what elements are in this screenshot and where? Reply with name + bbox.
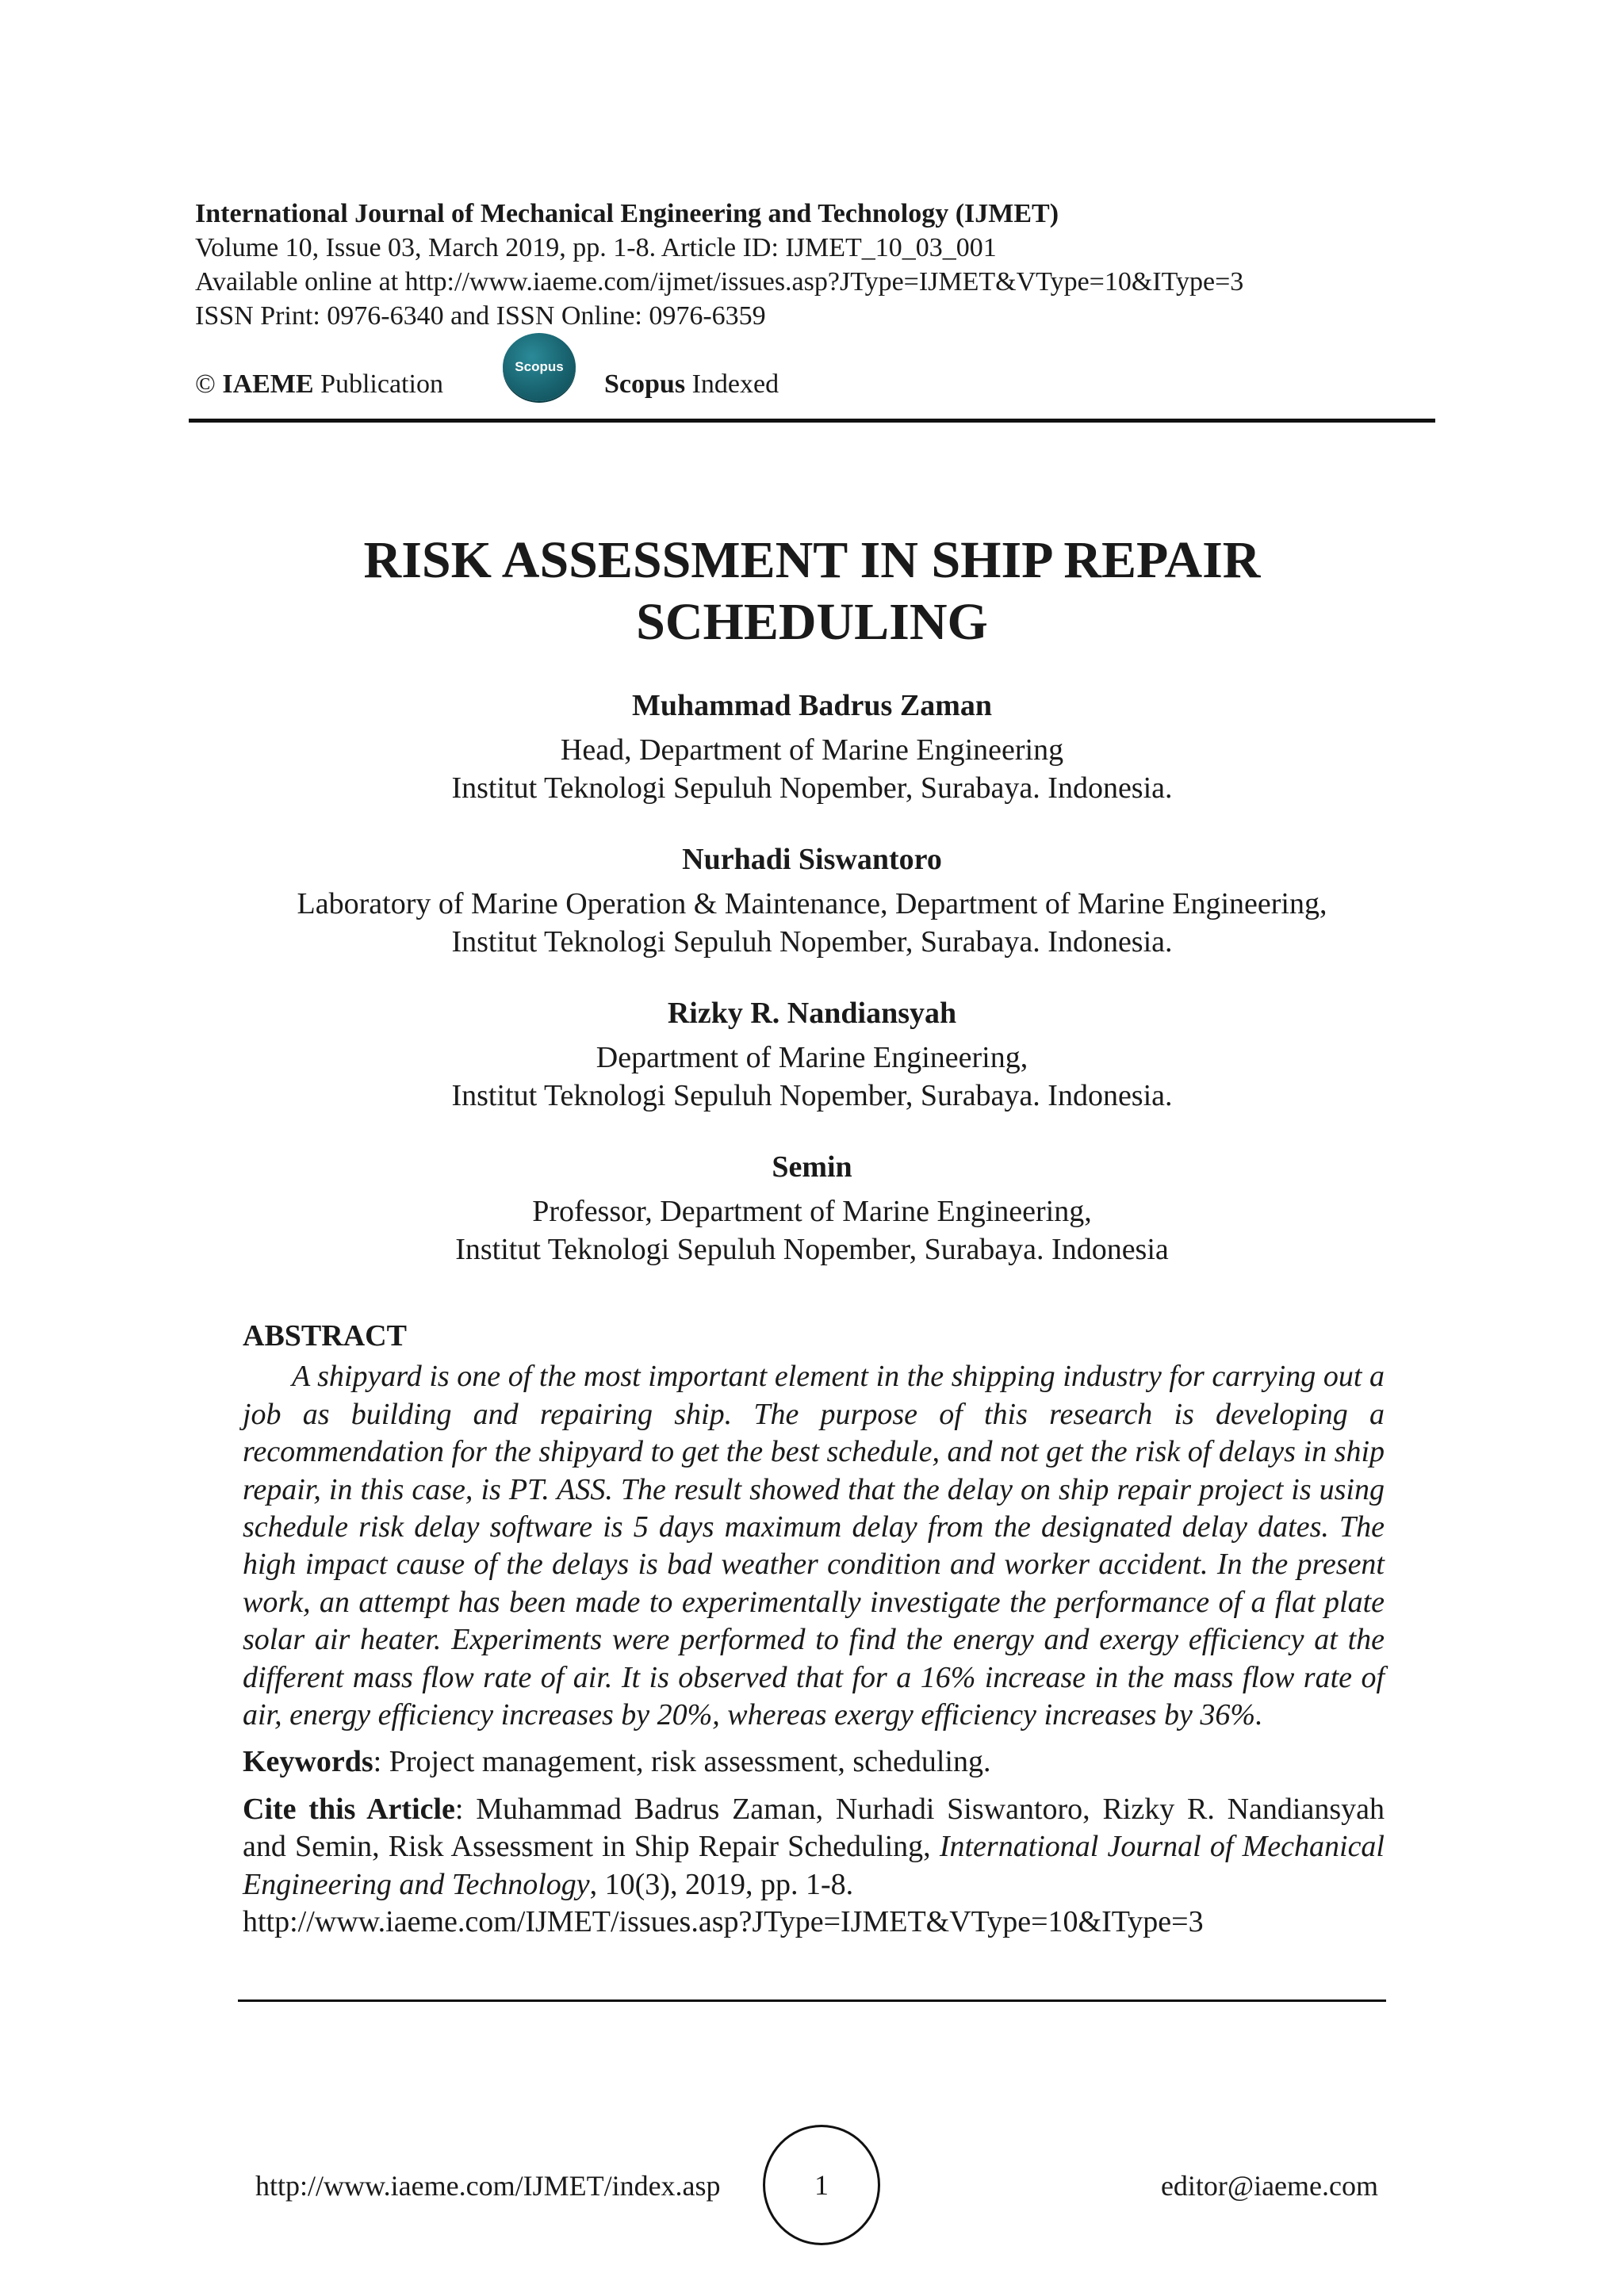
- author-name: Semin: [772, 1150, 852, 1184]
- publisher-suffix: Publication: [320, 369, 443, 399]
- indexed-label: Indexed: [691, 369, 779, 399]
- keywords-text: : Project management, risk assessment, scheduling.: [373, 1745, 991, 1779]
- title-line-2: SCHEDULING: [636, 593, 988, 651]
- footer-email[interactable]: editor@iaeme.com: [1160, 2170, 1378, 2202]
- author-1: [0, 687, 1624, 807]
- page-number-circle: [763, 2125, 880, 2245]
- author-3: [0, 994, 1624, 1115]
- abstract-body: A shipyard is one of the most important element in the shipping industry for carrying out a job as building and repairing ship. The purpose of this research is developing a recommendation for the shipyard to get the best schedule, and not get the risk of delays in ship repair, in this case, is PT. ASS. The result showed that the delay on ship repair project is using schedule risk delay software is 5 days maximum delay from the designated delay dates. The high impact cause of the delays is bad weather condition and worker accident. In the present work, an attempt has been made to experimentally investigate the performance of a flat plate solar air heater. Experiments were performed to find the energy and exergy efficiency at the different mass flow rate of air. It is observed that for a 16% increase in the mass flow rate of air, energy efficiency increases by 20%, whereas exergy efficiency increases by 36%.: [243, 1360, 1385, 1732]
- scopus-logo-icon: [503, 333, 576, 401]
- cite-details: , 10(3), 2019, pp. 1-8.: [589, 1867, 854, 1901]
- author-affiliation: Head, Department of Marine Engineering: [560, 733, 1064, 767]
- title-line-1: RISK ASSESSMENT IN SHIP REPAIR: [363, 531, 1261, 589]
- cite-text: : Muhammad Badrus Zaman, Nurhadi Siswantoro, Rizky R. Nandiansyah and Semin, Risk Assessment in Ship Repair Scheduling,: [243, 1792, 1385, 1864]
- footer-divider: [238, 1999, 1386, 2002]
- scopus-indexed: [604, 369, 779, 400]
- header-divider: [189, 419, 1435, 423]
- author-name: Muhammad Badrus Zaman: [632, 689, 992, 722]
- page-footer: [0, 2125, 1624, 2252]
- publication-row: [195, 333, 1432, 412]
- scopus-name: Scopus: [604, 369, 686, 399]
- author-affiliation: Laboratory of Marine Operation & Maintenance, Department of Marine Engineering,: [297, 887, 1327, 920]
- scopus-logo-text: Scopus: [515, 359, 564, 374]
- cite-journal: International Journal of Mechanical Engineering and Technology: [243, 1830, 1385, 1901]
- volume-line: Volume 10, Issue 03, March 2019, pp. 1-8. Article ID: IJMET_10_03_001: [195, 233, 997, 262]
- author-institution: Institut Teknologi Sepuluh Nopember, Surabaya. Indonesia.: [451, 771, 1173, 805]
- cite-this-article: [243, 1791, 1385, 1942]
- keywords-label: Keywords: [243, 1745, 373, 1779]
- author-name: Nurhadi Siswantoro: [682, 843, 942, 876]
- author-institution: Institut Teknologi Sepuluh Nopember, Surabaya. Indonesia.: [451, 925, 1173, 959]
- author-4: [0, 1148, 1624, 1269]
- author-institution: Institut Teknologi Sepuluh Nopember, Surabaya. Indonesia: [455, 1233, 1169, 1266]
- abstract-heading: ABSTRACT: [243, 1319, 407, 1353]
- publisher-credit: [195, 369, 443, 400]
- available-online-line: Available online at http://www.iaeme.com/ijmet/issues.asp?JType=IJMET&VType=10&IType=3: [195, 267, 1244, 297]
- paper-title: [0, 530, 1624, 653]
- keywords: [243, 1743, 1385, 1781]
- abstract-section: [243, 1318, 1385, 1942]
- footer-url[interactable]: http://www.iaeme.com/IJMET/index.asp: [255, 2170, 721, 2202]
- author-name: Rizky R. Nandiansyah: [667, 997, 957, 1030]
- journal-header: [195, 197, 1432, 333]
- author-2: [0, 840, 1624, 961]
- author-affiliation: Department of Marine Engineering,: [596, 1041, 1028, 1074]
- copyright-symbol: ©: [195, 369, 216, 399]
- issn-line: ISSN Print: 0976-6340 and ISSN Online: 0976-6359: [195, 301, 766, 331]
- cite-label: Cite this Article: [243, 1792, 455, 1826]
- cite-url[interactable]: http://www.iaeme.com/IJMET/issues.asp?JType=IJMET&VType=10&IType=3: [243, 1905, 1204, 1939]
- publisher-name: IAEME: [222, 369, 314, 399]
- author-institution: Institut Teknologi Sepuluh Nopember, Surabaya. Indonesia.: [451, 1079, 1173, 1112]
- page-number: 1: [814, 2169, 829, 2201]
- journal-name: International Journal of Mechanical Engineering and Technology (IJMET): [195, 199, 1059, 228]
- author-affiliation: Professor, Department of Marine Engineering,: [532, 1195, 1092, 1228]
